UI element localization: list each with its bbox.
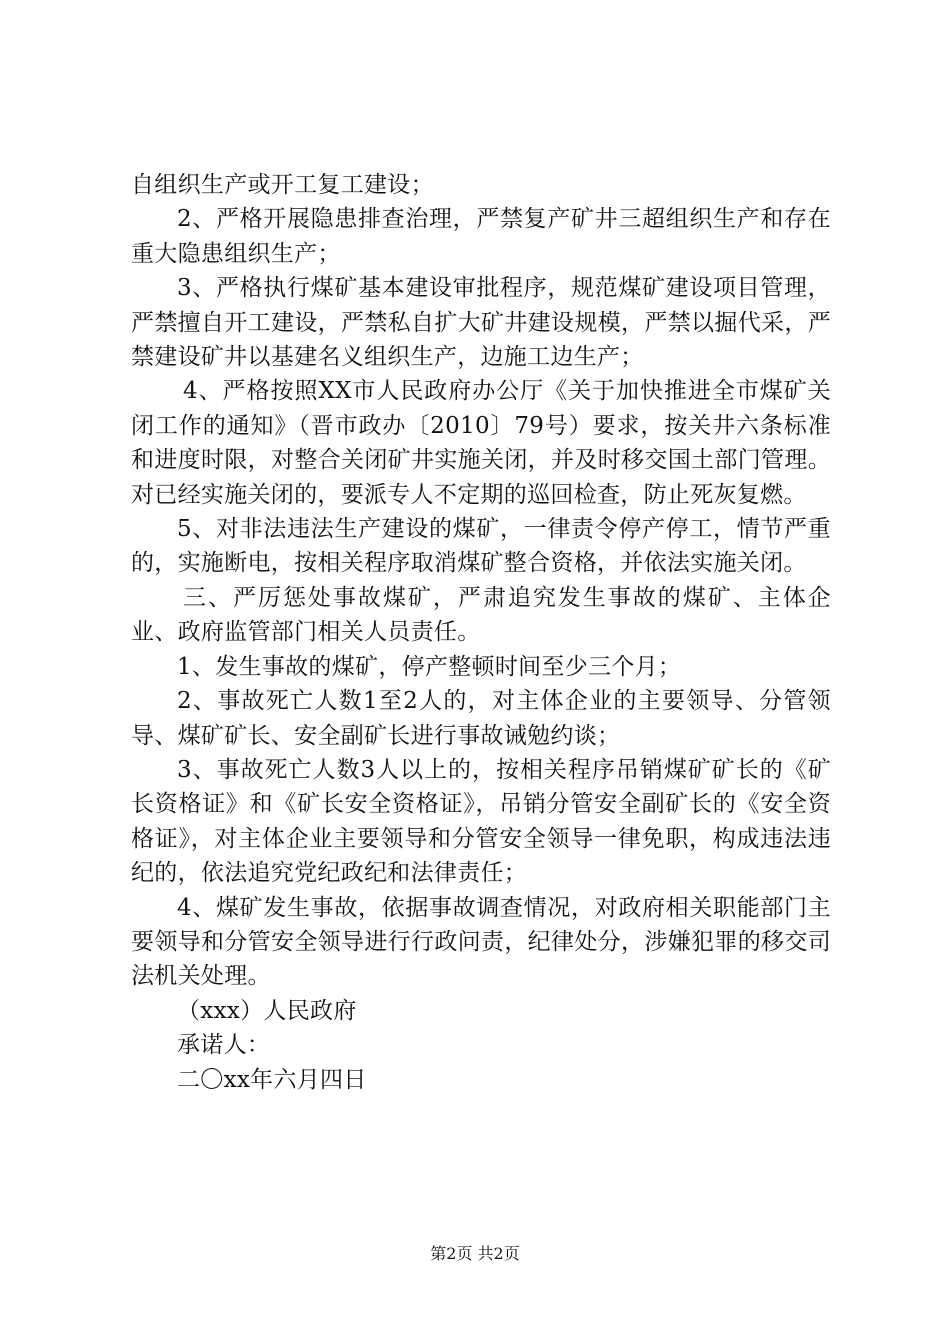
paragraph-item-2: 2、严格开展隐患排查治理，严禁复产矿井三超组织生产和存在重大隐患组织生产；	[131, 206, 831, 267]
paragraph-item-4: 4、严格按照XX市人民政府办公厅《关于加快推进全市煤矿关闭工作的通知》（晋市政办〔2010〕79号）要求，按关井六条标准和进度时限，对整合关闭矿井实施关闭，并及时移交国土部门管理。对已经实施关闭的，要派专人不定期的巡回检查，防止死灰复燃。	[131, 378, 831, 508]
signature-promisor: 承诺人：	[177, 1032, 271, 1059]
page-number-label: 第2页 共2页	[430, 1244, 520, 1263]
paragraph-continuation: 自组织生产或开工复工建设；	[131, 172, 434, 198]
paragraph-item-3: 3、严格执行煤矿基本建设审批程序，规范煤矿建设项目管理，严禁擅自开工建设，严禁私自扩大矿井建设规模，严禁以掘代采，严禁建设矿井以基建名义组织生产，边施工边生产；	[131, 275, 831, 371]
paragraph-section3-item-2: 2、事故死亡人数1至2人的，对主体企业的主要领导、分管领导、煤矿矿长、安全副矿长进行事故诫勉约谈；	[131, 688, 831, 749]
paragraph-item-5: 5、对非法违法生产建设的煤矿，一律责令停产停工，情节严重的，实施断电，按相关程序取消煤矿整合资格，并依法实施关闭。	[131, 516, 831, 577]
paragraph-section3-item-3: 3、事故死亡人数3人以上的，按相关程序吊销煤矿矿长的《矿长资格证》和《矿长安全资格证》，吊销分管安全副矿长的《安全资格证》，对主体企业主要领导和分管安全领导一律免职，构成违法违纪的，依法追究党纪政纪和法律责任；	[131, 756, 831, 887]
document-body	[131, 168, 831, 1097]
paragraph-section3-item-4: 4、煤矿发生事故，依据事故调查情况，对政府相关职能部门主要领导和分管安全领导进行行政问责，纪律处分，涉嫌犯罪的移交司法机关处理。	[131, 894, 831, 990]
page-footer	[0, 1244, 950, 1264]
paragraph-section3-item-1: 1、发生事故的煤矿，停产整顿时间至少三个月；	[177, 653, 682, 680]
section-heading-three: 三、严厉惩处事故煤矿，严肃追究发生事故的煤矿、主体企业、政府监管部门相关人员责任。	[131, 584, 831, 646]
signature-date: 二〇xx年六月四日	[177, 1066, 367, 1093]
signature-government: （xxx）人民政府	[177, 997, 357, 1024]
